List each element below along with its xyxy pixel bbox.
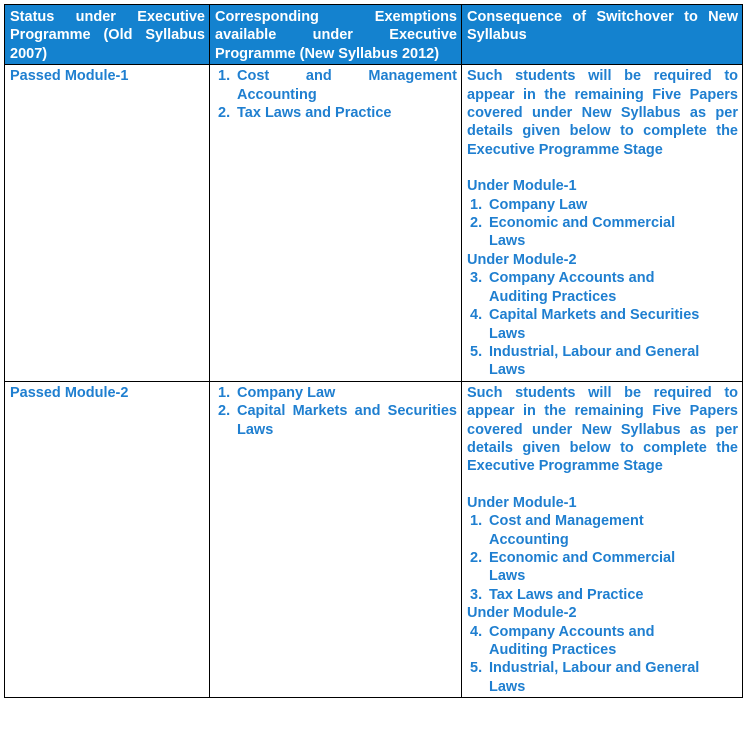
consequence-intro: Such students will be required to appear in the remaining Five Papers covered under New Syllabus as per details given below to complete the Executive Programme Stage [467, 384, 738, 475]
list-item [467, 269, 738, 306]
exemptions-list [215, 67, 457, 122]
item-number: 1. [470, 196, 483, 213]
item-text: Cost and Management Accounting [489, 513, 644, 548]
syllabus-switchover-table [4, 4, 743, 698]
list-item [467, 343, 738, 380]
item-text: Industrial, Labour and General Laws [489, 660, 700, 695]
module2-list [467, 269, 738, 379]
consequence-cell [462, 381, 743, 698]
item-text: Industrial, Labour and General Laws [489, 343, 700, 379]
list-item [467, 549, 738, 586]
item-number: 5. [470, 343, 483, 360]
exemptions-cell [210, 381, 462, 698]
item-number: 1. [218, 68, 231, 85]
item-text: Economic and Commercial Laws [489, 549, 676, 585]
header-status: Status under Executive Programme (Old Syllabus 2007) [5, 5, 210, 65]
module1-heading: Under Module-1 [467, 494, 577, 511]
item-number: 2. [470, 215, 483, 232]
header-exemptions: Corresponding Exemptions available under Executive Programme (New Syllabus 2012) [210, 5, 462, 65]
list-item [215, 67, 457, 104]
list-item [467, 196, 738, 214]
item-number: 5. [470, 660, 483, 677]
item-number: 4. [470, 623, 483, 640]
item-number: 3. [470, 586, 483, 603]
item-number: 4. [470, 307, 483, 324]
list-item [215, 104, 457, 122]
module2-list [467, 623, 738, 697]
module2-heading: Under Module-2 [467, 605, 577, 622]
item-number: 2. [218, 403, 231, 420]
module2-heading: Under Module-2 [467, 251, 577, 268]
item-number: 1. [470, 513, 483, 530]
list-item [467, 586, 738, 604]
item-number: 3. [470, 270, 483, 287]
header-consequence: Consequence of Switchover to New Syllabus [462, 5, 743, 65]
module1-list [467, 196, 738, 251]
item-text: Tax Laws and Practice [489, 586, 644, 603]
item-text: Company Law [237, 384, 336, 401]
item-text: Economic and Commercial Laws [489, 215, 676, 250]
item-text: Cost and Management Accounting [237, 68, 457, 103]
consequence-cell [462, 65, 743, 382]
list-item [467, 659, 738, 696]
module1-heading: Under Module-1 [467, 178, 577, 195]
exemptions-list [215, 384, 457, 439]
list-item [215, 402, 457, 439]
list-item [467, 214, 738, 251]
table-row [5, 381, 743, 698]
item-number: 1. [218, 384, 231, 401]
consequence-intro: Such students will be required to appear in the remaining Five Papers covered under New Syllabus as per details given below to complete the Executive Programme Stage [467, 68, 738, 158]
table-row [5, 65, 743, 382]
item-text: Company Accounts and Auditing Practices [489, 623, 655, 658]
item-text: Company Law [489, 196, 588, 213]
item-text: Company Accounts and Auditing Practices [489, 270, 655, 305]
exemptions-cell [210, 65, 462, 382]
module1-list [467, 512, 738, 604]
item-text: Capital Markets and Securities Laws [237, 403, 457, 438]
list-item [467, 306, 738, 343]
item-number: 2. [470, 549, 483, 566]
status-cell: Passed Module-2 [5, 381, 210, 698]
list-item [467, 512, 738, 549]
list-item [467, 623, 738, 660]
status-cell: Passed Module-1 [5, 65, 210, 382]
table-header-row [5, 5, 743, 65]
item-text: Capital Markets and Securities Laws [489, 307, 700, 342]
item-text: Tax Laws and Practice [237, 105, 392, 122]
list-item [215, 384, 457, 402]
item-number: 2. [218, 105, 231, 122]
